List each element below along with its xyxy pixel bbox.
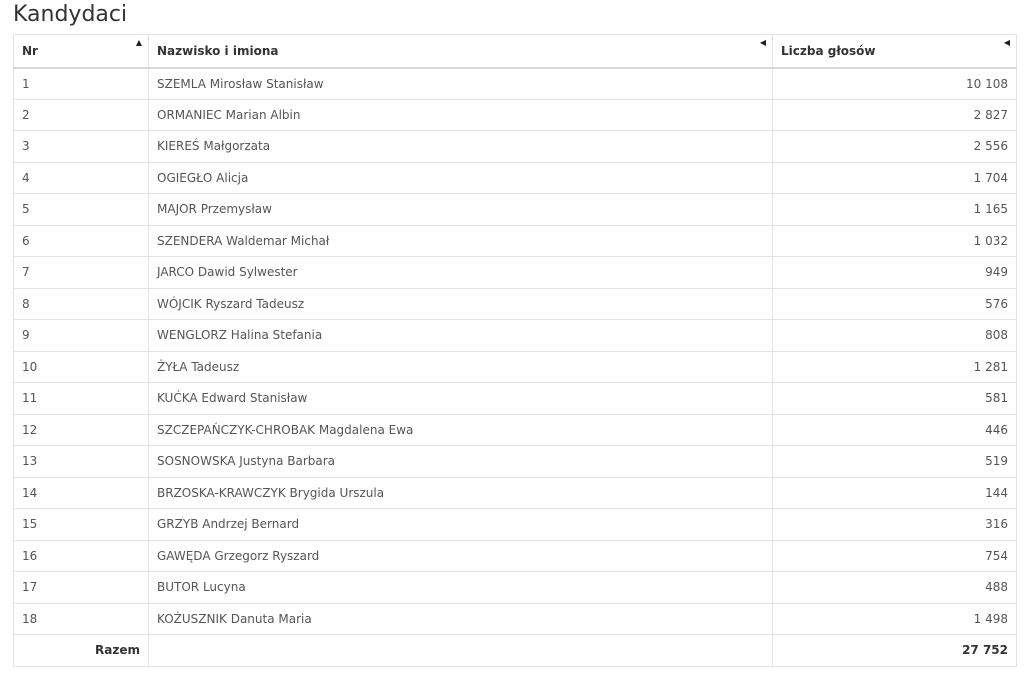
table-row [14, 257, 1017, 289]
table-footer-row [14, 635, 1017, 667]
table-row [14, 162, 1017, 194]
cell-candidate-name: KUĆKA Edward Stanisław [149, 383, 773, 415]
cell-votes: 10 108 [773, 68, 1017, 100]
sort-ascending-icon[interactable]: ▲ [135, 38, 142, 47]
sort-unsorted-icon[interactable]: ◀ [759, 38, 766, 47]
cell-candidate-name: WÓJCIK Ryszard Tadeusz [149, 288, 773, 320]
table-row [14, 603, 1017, 635]
cell-votes: 144 [773, 477, 1017, 509]
cell-candidate-name: SZENDERA Waldemar Michał [149, 225, 773, 257]
cell-candidate-name: WENGLORZ Halina Stefania [149, 320, 773, 352]
cell-candidate-name: OGIEGŁO Alicja [149, 162, 773, 194]
table-row [14, 131, 1017, 163]
cell-nr: 7 [14, 257, 149, 289]
cell-nr: 5 [14, 194, 149, 226]
table-row [14, 446, 1017, 478]
cell-votes: 808 [773, 320, 1017, 352]
cell-nr: 17 [14, 572, 149, 604]
cell-votes: 446 [773, 414, 1017, 446]
table-row [14, 68, 1017, 100]
column-header-votes[interactable] [773, 35, 1017, 68]
total-empty-cell [149, 635, 773, 667]
cell-nr: 9 [14, 320, 149, 352]
table-row [14, 540, 1017, 572]
cell-candidate-name: BUTOR Lucyna [149, 572, 773, 604]
total-votes: 27 752 [773, 635, 1017, 667]
cell-candidate-name: JARCO Dawid Sylwester [149, 257, 773, 289]
table-row [14, 225, 1017, 257]
cell-nr: 10 [14, 351, 149, 383]
sort-unsorted-icon[interactable]: ◀ [1003, 38, 1010, 47]
cell-votes: 576 [773, 288, 1017, 320]
table-row [14, 194, 1017, 226]
table-row [14, 320, 1017, 352]
cell-candidate-name: GAWĘDA Grzegorz Ryszard [149, 540, 773, 572]
cell-votes: 1 281 [773, 351, 1017, 383]
cell-candidate-name: ŻYŁA Tadeusz [149, 351, 773, 383]
cell-votes: 581 [773, 383, 1017, 415]
column-header-nr[interactable] [14, 35, 149, 68]
cell-votes: 316 [773, 509, 1017, 541]
cell-candidate-name: BRZOSKA-KRAWCZYK Brygida Urszula [149, 477, 773, 509]
column-header-votes-label: Liczba głosów [781, 43, 876, 58]
cell-nr: 13 [14, 446, 149, 478]
table-header-row [14, 35, 1017, 68]
cell-nr: 1 [14, 68, 149, 100]
cell-candidate-name: SOSNOWSKA Justyna Barbara [149, 446, 773, 478]
cell-votes: 1 165 [773, 194, 1017, 226]
cell-nr: 3 [14, 131, 149, 163]
table-row [14, 351, 1017, 383]
cell-votes: 949 [773, 257, 1017, 289]
cell-nr: 11 [14, 383, 149, 415]
table-row [14, 414, 1017, 446]
table-row [14, 509, 1017, 541]
cell-votes: 754 [773, 540, 1017, 572]
cell-candidate-name: SZCZEPAŃCZYK-CHROBAK Magdalena Ewa [149, 414, 773, 446]
total-label: Razem [14, 635, 149, 667]
cell-nr: 12 [14, 414, 149, 446]
cell-nr: 8 [14, 288, 149, 320]
cell-votes: 2 556 [773, 131, 1017, 163]
table-row [14, 383, 1017, 415]
cell-candidate-name: SZEMLA Mirosław Stanisław [149, 68, 773, 100]
table-row [14, 477, 1017, 509]
cell-votes: 488 [773, 572, 1017, 604]
page-title: Kandydaci [13, 2, 128, 27]
cell-candidate-name: KOŻUSZNIK Danuta Maria [149, 603, 773, 635]
cell-votes: 519 [773, 446, 1017, 478]
cell-nr: 2 [14, 99, 149, 131]
cell-votes: 1 032 [773, 225, 1017, 257]
table-row [14, 99, 1017, 131]
column-header-name-label: Nazwisko i imiona [157, 43, 279, 58]
cell-nr: 4 [14, 162, 149, 194]
column-header-nr-label: Nr [22, 43, 38, 58]
cell-nr: 18 [14, 603, 149, 635]
cell-candidate-name: GRZYB Andrzej Bernard [149, 509, 773, 541]
cell-nr: 14 [14, 477, 149, 509]
cell-candidate-name: ORMANIEC Marian Albin [149, 99, 773, 131]
cell-nr: 6 [14, 225, 149, 257]
candidates-table [13, 34, 1017, 667]
cell-votes: 1 704 [773, 162, 1017, 194]
table-row [14, 288, 1017, 320]
cell-candidate-name: MAJOR Przemysław [149, 194, 773, 226]
column-header-name[interactable] [149, 35, 773, 68]
cell-nr: 15 [14, 509, 149, 541]
cell-nr: 16 [14, 540, 149, 572]
table-row [14, 572, 1017, 604]
cell-candidate-name: KIEREŚ Małgorzata [149, 131, 773, 163]
table-body [14, 68, 1017, 635]
cell-votes: 2 827 [773, 99, 1017, 131]
cell-votes: 1 498 [773, 603, 1017, 635]
